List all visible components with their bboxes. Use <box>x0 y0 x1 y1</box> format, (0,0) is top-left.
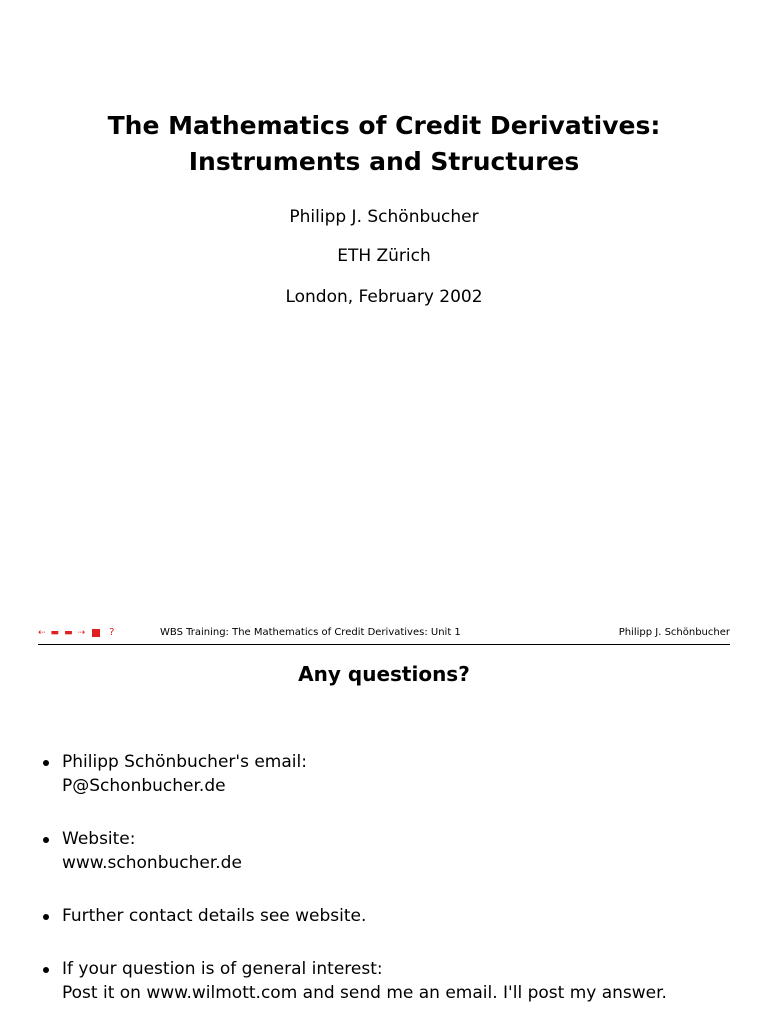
list-item <box>38 827 738 875</box>
website-link[interactable]: www.schonbucher.de <box>62 853 242 873</box>
contact-list <box>38 750 738 1034</box>
place-date: London, February 2002 <box>285 287 483 307</box>
list-item <box>38 904 738 928</box>
list-item <box>38 957 738 1005</box>
title-line-1: The Mathematics of Credit Derivatives: <box>107 111 661 140</box>
email-label: Philipp Schönbucher's email: <box>62 752 307 772</box>
forward-icon[interactable]: ▬ <box>64 627 73 638</box>
website-label: Website: <box>62 829 136 849</box>
footer-author: Philipp J. Schönbucher <box>618 627 730 638</box>
slide-footer <box>38 622 730 645</box>
help-icon[interactable]: ? <box>109 627 115 638</box>
title-line-2: Instruments and Structures <box>188 147 580 176</box>
footer-title: WBS Training: The Mathematics of Credit Derivatives: Unit 1 <box>160 627 461 638</box>
general-interest-text: If your question is of general interest: <box>62 959 383 979</box>
back-icon[interactable]: ▬ <box>50 627 60 638</box>
author-name: Philipp J. Schönbucher <box>289 207 479 227</box>
navigation-controls <box>38 622 114 644</box>
stop-square-icon[interactable] <box>92 629 100 637</box>
arrow-right-icon[interactable]: ⇢ <box>77 627 86 638</box>
affiliation: ETH Zürich <box>337 246 431 266</box>
email-address-link[interactable]: P@Schonbucher.de <box>62 776 226 796</box>
post-instructions-text: Post it on www.wilmott.com and send me an email. I'll post my answer. <box>62 983 667 1003</box>
contact-details-text: Further contact details see website. <box>62 906 367 926</box>
list-item <box>38 750 738 798</box>
arrow-left-icon[interactable]: ⇠ <box>38 627 46 638</box>
slide-title <box>0 108 768 180</box>
questions-heading: Any questions? <box>298 662 470 686</box>
